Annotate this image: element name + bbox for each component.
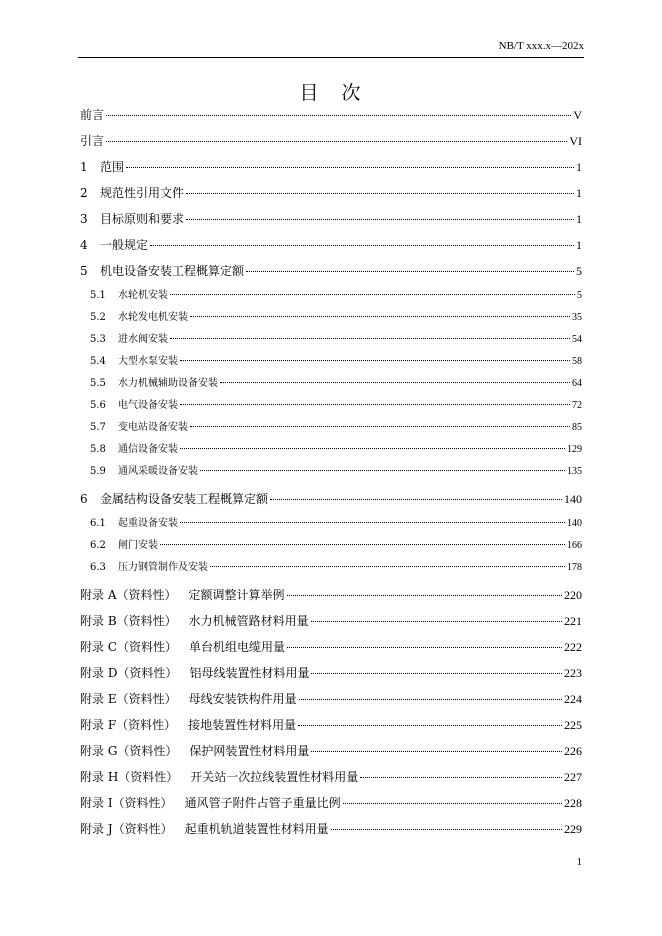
toc-entry-title: 大型水泵安装 <box>118 356 178 367</box>
toc-dot-leader <box>170 294 575 295</box>
toc-dot-leader <box>287 595 563 596</box>
toc-entry[interactable] <box>80 768 582 785</box>
toc-entry[interactable] <box>80 558 582 573</box>
toc-entry-number: 附录 D（资料性） <box>80 666 178 680</box>
toc-dot-leader <box>270 499 562 500</box>
toc-entry-title: 闸门安装 <box>118 540 158 551</box>
toc-entry-number: 4 <box>80 238 88 252</box>
toc-entry-page: 225 <box>564 718 582 732</box>
toc-dot-leader <box>246 271 574 272</box>
toc-entry-page: 140 <box>564 492 582 506</box>
toc-entry-number: 3 <box>80 212 88 226</box>
toc-dot-leader <box>311 621 562 622</box>
toc-entry-page: 85 <box>572 422 582 433</box>
toc-entry-page: 1 <box>576 186 582 200</box>
toc-entry[interactable] <box>80 742 582 759</box>
toc-entry-page: 227 <box>564 770 582 784</box>
page-header: NB/T xxx.x—202x <box>498 40 584 52</box>
toc-entry[interactable] <box>80 440 582 455</box>
toc-entry-page: 1 <box>576 238 582 252</box>
toc-entry-number: 5.9 <box>90 466 106 477</box>
toc-entry[interactable] <box>80 184 582 201</box>
toc-entry-number: 5.5 <box>90 378 106 389</box>
toc-entry-title: 一般规定 <box>100 238 149 252</box>
toc-entry-title: 保护网装置性材料用量 <box>189 744 310 758</box>
toc-entry-number: 附录 I（资料性） <box>80 796 173 810</box>
toc-entry[interactable] <box>80 690 582 707</box>
toc-entry[interactable] <box>80 716 582 733</box>
toc-dot-leader <box>180 448 565 449</box>
toc-entry-title: 进水阀安装 <box>118 334 168 345</box>
toc-entry-number: 附录 J（资料性） <box>80 822 173 836</box>
toc-entry-title: 规范性引用文件 <box>100 186 185 200</box>
toc-entry-page: 226 <box>564 744 582 758</box>
toc-entry-title: 水力机械管路材料用量 <box>188 614 309 628</box>
toc-entry-title: 目标原则和要求 <box>100 212 185 226</box>
toc-entry-page: 220 <box>564 588 582 602</box>
toc-entry-number: 5.4 <box>90 356 106 367</box>
toc-entry-number: 5 <box>80 264 88 278</box>
toc-entry-page: 64 <box>572 378 582 389</box>
toc-entry-page: VI <box>569 134 582 148</box>
toc-entry-number: 5.1 <box>90 290 106 301</box>
toc-entry[interactable] <box>80 418 582 433</box>
toc-dot-leader <box>106 115 571 116</box>
toc-entry-number: 附录 C（资料性） <box>80 640 177 654</box>
toc-entry-page: 5 <box>577 290 582 301</box>
toc-entry-page: 223 <box>564 666 582 680</box>
toc-entry-number: 附录 H（资料性） <box>80 770 179 784</box>
toc-entry-page: 54 <box>572 334 582 345</box>
toc-entry[interactable] <box>80 286 582 301</box>
toc-entry-number: 5.6 <box>90 400 106 411</box>
toc-entry[interactable] <box>80 374 582 389</box>
toc-entry[interactable] <box>80 236 582 253</box>
toc-entry[interactable] <box>80 612 582 629</box>
toc-entry-page: 228 <box>564 796 582 810</box>
toc-entry[interactable] <box>80 396 582 411</box>
toc-entry-number: 5.3 <box>90 334 106 345</box>
toc-entry[interactable] <box>80 638 582 655</box>
toc-dot-leader <box>160 544 565 545</box>
toc-entry-title: 起重机轨道装置性材料用量 <box>184 822 329 836</box>
toc-entry[interactable] <box>80 536 582 551</box>
toc-entry-title: 水力机械辅助设备安装 <box>118 378 218 389</box>
toc-entry[interactable] <box>80 352 582 367</box>
toc-entry[interactable] <box>80 462 582 477</box>
toc-dot-leader <box>343 803 562 804</box>
toc-entry-title: 通风采暖设备安装 <box>118 466 198 477</box>
toc-dot-leader <box>190 426 570 427</box>
toc-entry-title: 引言 <box>80 134 105 148</box>
toc-entry-page: 224 <box>564 692 582 706</box>
toc-entry[interactable] <box>80 210 582 227</box>
toc-entry-page: 58 <box>572 356 582 367</box>
toc-entry-title: 铝母线装置性材料用量 <box>189 666 310 680</box>
toc-dot-leader <box>220 382 570 383</box>
toc-entry-title: 通风管子附件占管子重量比例 <box>184 796 341 810</box>
toc-entry-number: 5.2 <box>90 312 106 323</box>
toc-entry-title: 电气设备安装 <box>118 400 178 411</box>
toc-entry-page: 5 <box>576 264 582 278</box>
toc-dot-leader <box>331 829 562 830</box>
toc-entry-title: 起重设备安装 <box>118 518 178 529</box>
toc-entry-title: 接地装置性材料用量 <box>188 718 297 732</box>
toc-entry-number: 6.2 <box>90 540 106 551</box>
toc-entry-number: 附录 B（资料性） <box>80 614 177 628</box>
toc-entry-title: 通信设备安装 <box>118 444 178 455</box>
toc-dot-leader <box>170 338 570 339</box>
toc-entry-title: 压力钢管制作及安装 <box>118 562 208 573</box>
toc-dot-leader <box>360 777 562 778</box>
toc-dot-leader <box>287 647 562 648</box>
toc-entry-title: 母线安装铁构件用量 <box>188 692 297 706</box>
toc-dot-leader <box>190 316 570 317</box>
toc-dot-leader <box>126 167 574 168</box>
toc-dot-leader <box>186 193 574 194</box>
toc-entry-page: 72 <box>572 400 582 411</box>
toc-dot-leader <box>298 725 562 726</box>
toc-entry[interactable] <box>80 330 582 345</box>
toc-entry-number: 附录 F（资料性） <box>80 718 177 732</box>
toc-entry-title: 水轮发电机安装 <box>118 312 188 323</box>
toc-title: 目 次 <box>299 82 363 104</box>
toc-entry[interactable] <box>80 794 582 811</box>
toc-dot-leader <box>150 245 574 246</box>
toc-entry-page: 140 <box>567 518 582 529</box>
toc-entry[interactable] <box>80 514 582 529</box>
toc-entry-number: 5.8 <box>90 444 106 455</box>
toc-dot-leader <box>180 522 565 523</box>
toc-dot-leader <box>311 751 562 752</box>
toc-dot-leader <box>180 404 570 405</box>
toc-entry-title: 水轮机安装 <box>118 290 168 301</box>
toc-entry-number: 附录 G（资料性） <box>80 744 178 758</box>
toc-entry[interactable] <box>80 262 582 279</box>
toc-entry-number: 2 <box>80 186 88 200</box>
toc-entry-title: 前言 <box>80 108 105 122</box>
toc-entry-title: 变电站设备安装 <box>118 422 188 433</box>
toc-dot-leader <box>180 360 570 361</box>
toc-entry-number: 6 <box>80 492 88 506</box>
toc-entry-number: 1 <box>80 160 88 174</box>
toc-entry[interactable] <box>80 106 582 123</box>
toc-entry-title: 开关站一次拉线装置性材料用量 <box>190 770 359 784</box>
toc-dot-leader <box>299 699 562 700</box>
toc-entry-page: 1 <box>576 212 582 226</box>
toc-entry-number: 5.7 <box>90 422 106 433</box>
page-number: 1 <box>576 856 582 868</box>
toc-dot-leader <box>311 673 562 674</box>
toc-entry[interactable] <box>80 132 582 149</box>
toc-entry-page: 35 <box>572 312 582 323</box>
toc-dot-leader <box>186 219 574 220</box>
toc-entry-number: 6.1 <box>90 518 106 529</box>
toc-entry-page: 222 <box>564 640 582 654</box>
toc-entry[interactable] <box>80 664 582 681</box>
toc-entry-title: 定额调整计算举例 <box>188 588 285 602</box>
toc-entry-page: 1 <box>576 160 582 174</box>
toc-dot-leader <box>106 141 567 142</box>
toc-entry-page: V <box>573 108 582 122</box>
toc-entry-page: 178 <box>567 562 582 573</box>
toc-dot-leader <box>200 470 565 471</box>
toc-entry-title: 范围 <box>100 160 125 174</box>
toc-entry[interactable] <box>80 490 582 507</box>
toc-entry[interactable] <box>80 820 582 837</box>
toc-dot-leader <box>210 566 565 567</box>
toc-entry-page: 129 <box>567 444 582 455</box>
toc-entry-page: 135 <box>567 466 582 477</box>
toc-entry-title: 单台机组电缆用量 <box>189 640 286 654</box>
header-rule <box>78 57 584 58</box>
toc-entry-number: 6.3 <box>90 562 106 573</box>
toc-entry-page: 166 <box>567 540 582 551</box>
toc-entry[interactable] <box>80 308 582 323</box>
toc-entry-page: 221 <box>564 614 582 628</box>
toc-entry-title: 机电设备安装工程概算定额 <box>100 264 245 278</box>
toc-entry-number: 附录 A（资料性） <box>80 588 177 602</box>
toc-entry-number: 附录 E（资料性） <box>80 692 177 706</box>
toc-entry[interactable] <box>80 158 582 175</box>
toc-entry[interactable] <box>80 586 582 603</box>
toc-entry-page: 229 <box>564 822 582 836</box>
toc-entry-title: 金属结构设备安装工程概算定额 <box>100 492 269 506</box>
